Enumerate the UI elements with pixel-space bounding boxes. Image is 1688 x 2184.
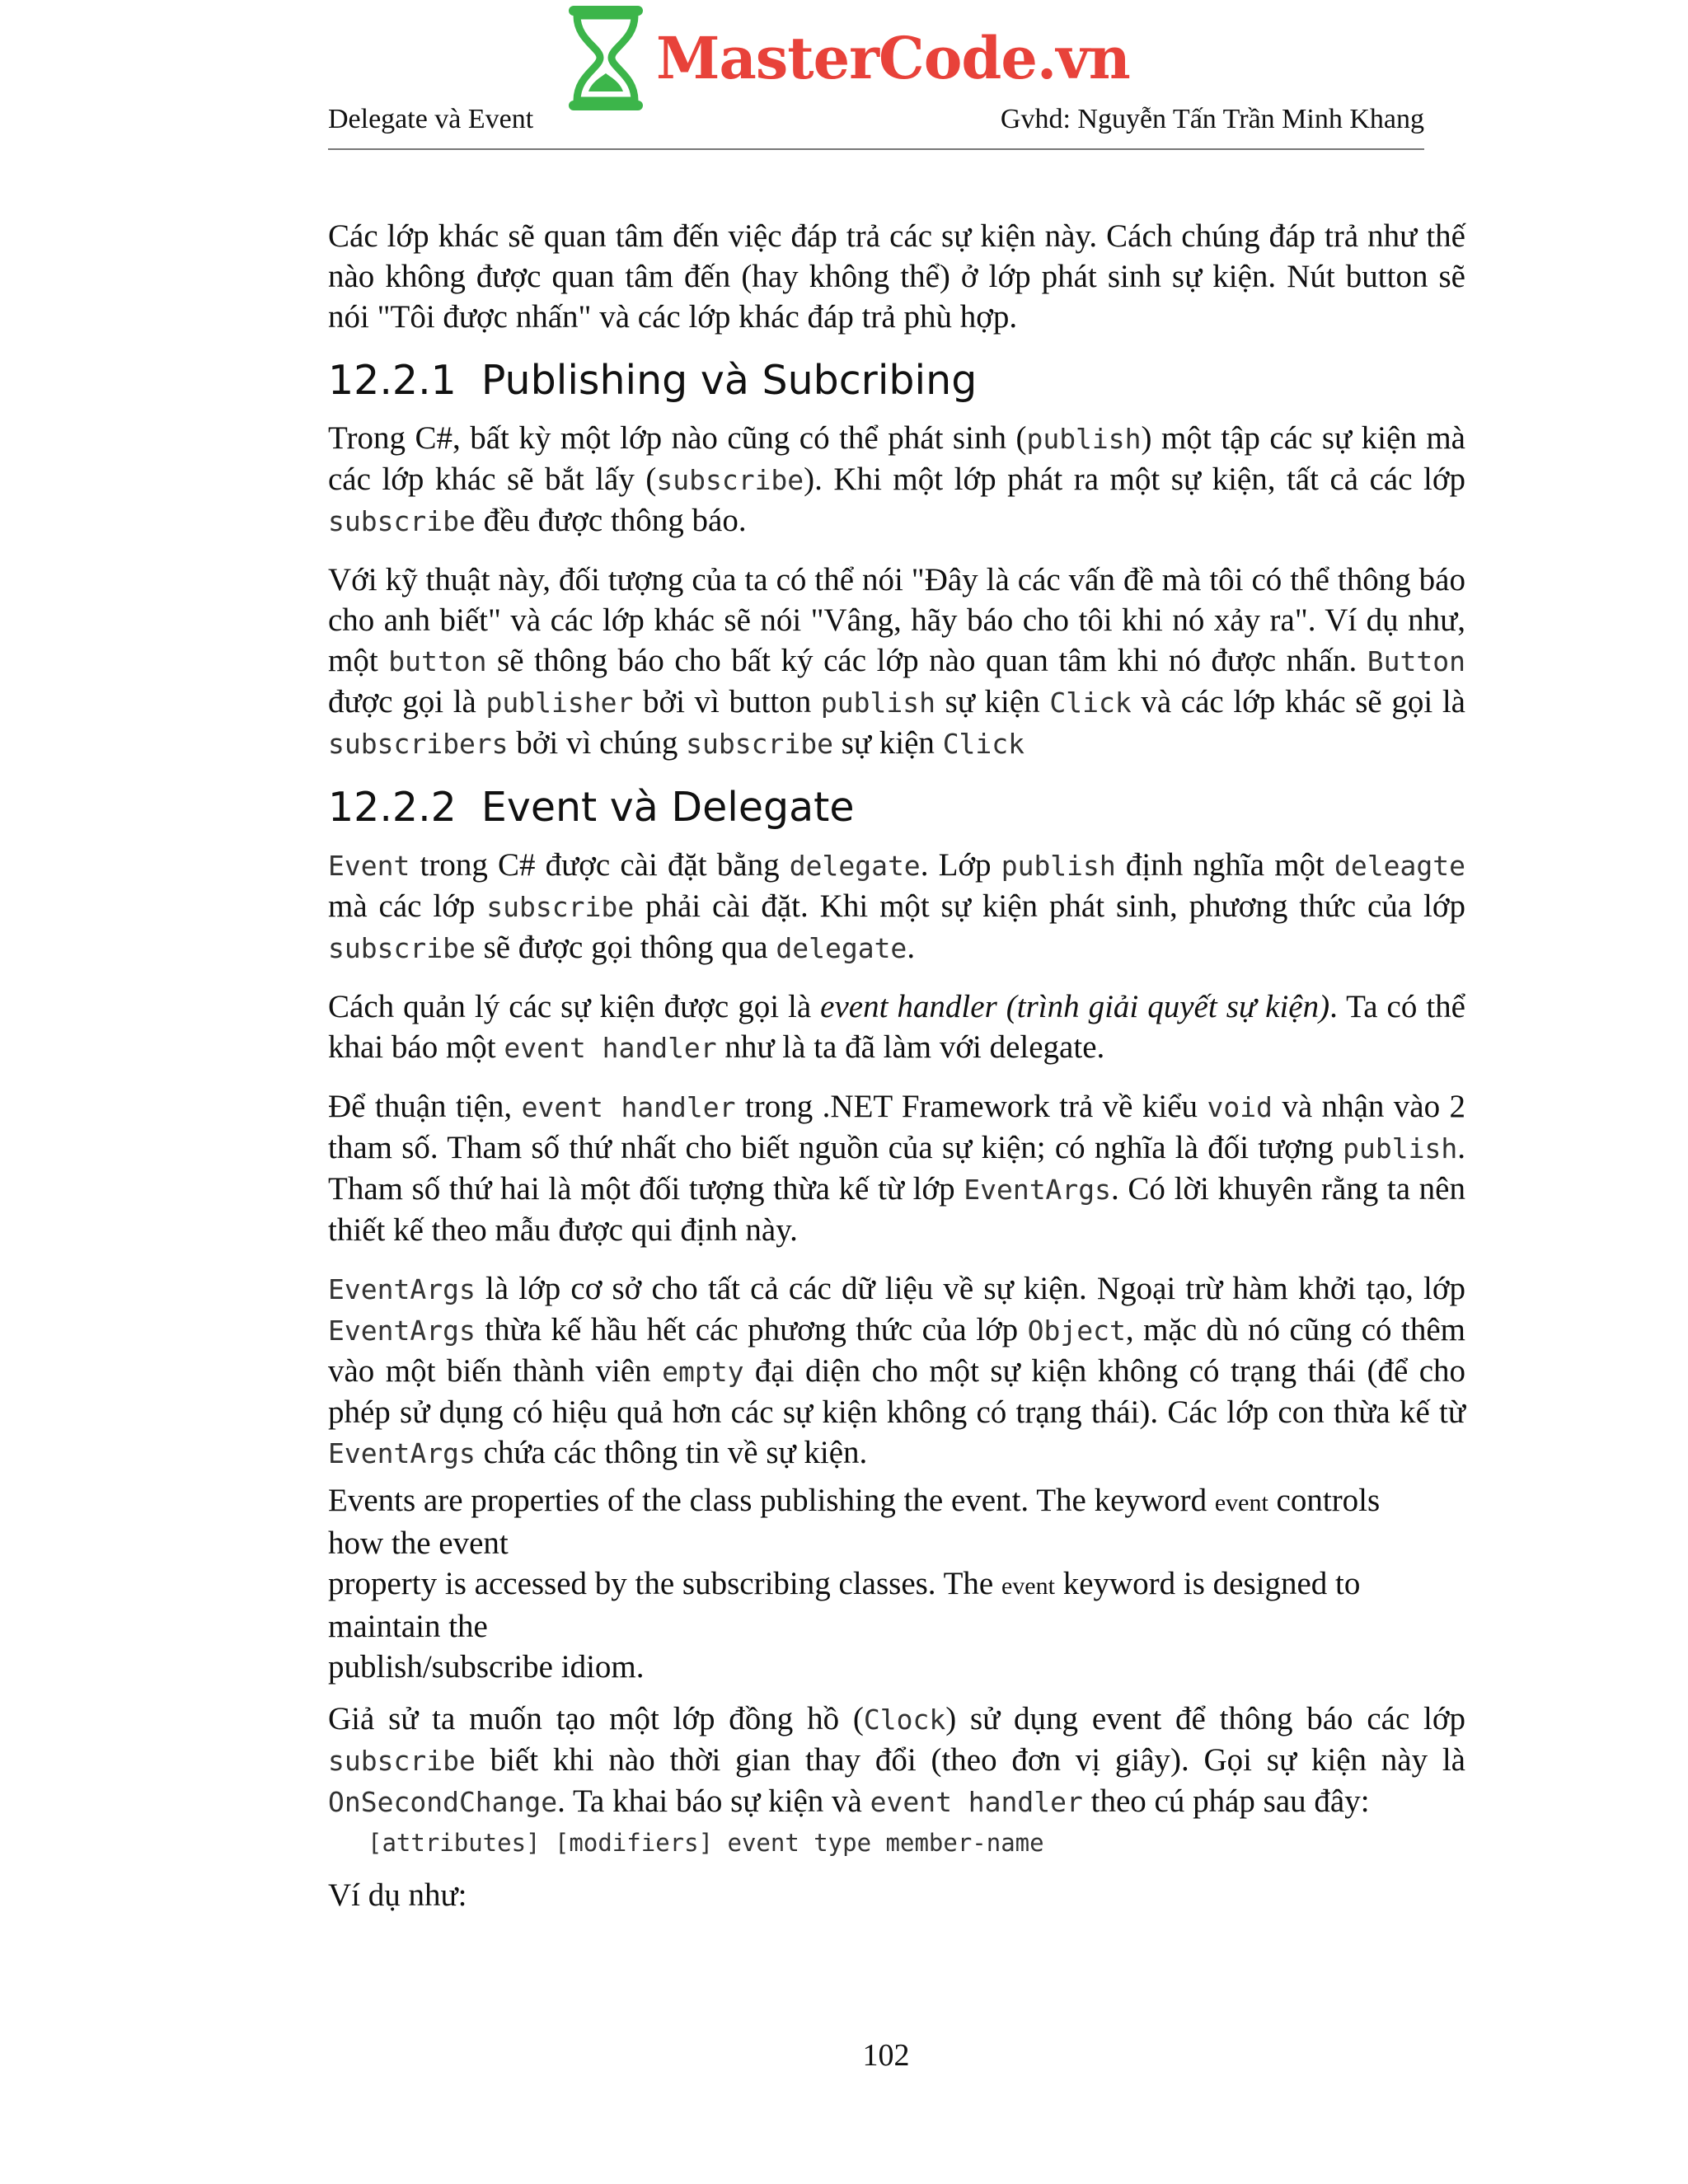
text-span: và nhận vào 2 tham số. Tham số thứ nhất cho biết nguồn của sự kiện; có nghĩa là đối tượng xyxy=(328,1089,1466,1165)
text-span: property is accessed by the subscribing classes. The xyxy=(328,1566,1001,1601)
section-heading-publishing xyxy=(328,355,1465,406)
code-span: Clock xyxy=(863,1704,946,1736)
paragraph-event-handler xyxy=(328,987,1465,1068)
paragraph-event-delegate xyxy=(328,845,1465,968)
code-span: EventArgs xyxy=(328,1273,476,1305)
keyword-span: event xyxy=(1001,1572,1055,1600)
paragraph-intro: Các lớp khác sẽ quan tâm đến việc đáp trả các sự kiện này. Cách chúng đáp trả như thế nào không được quan tâm đến (hay không thể) ở lớp phát sinh sự kiện. Nút button sẽ nói "Tôi được nhấn" và các lớp khác đáp trả phù hợp. xyxy=(328,218,1465,335)
paragraph-eventargs xyxy=(328,1268,1465,1474)
section-heading-event-delegate xyxy=(328,782,1465,833)
code-span: event handler xyxy=(521,1091,736,1123)
paragraph-events-properties xyxy=(328,1480,1465,1687)
text-span: phải cài đặt. Khi một sự kiện phát sinh, phương thức của lớp xyxy=(634,888,1465,924)
text-span: publish/subscribe idiom. xyxy=(328,1649,645,1685)
text-span: . Ta khai báo sự kiện và xyxy=(557,1783,870,1819)
code-span: delegate xyxy=(776,932,907,964)
text-span: Events are properties of the class publishing the event. The keyword xyxy=(328,1483,1215,1518)
section-title: Publishing và Subcribing xyxy=(481,357,978,404)
code-span: publisher xyxy=(485,687,634,719)
text-span: và các lớp khác sẽ gọi là xyxy=(1131,684,1465,719)
text-span: mà các lớp xyxy=(328,888,487,924)
code-span: deleagte xyxy=(1334,850,1465,882)
text-span: keyword is designed to xyxy=(1054,1566,1361,1601)
paragraph-publish-subscribe xyxy=(328,418,1465,541)
text-span: thừa kế hầu hết các phương thức của lớp xyxy=(475,1312,1028,1347)
code-span: publish xyxy=(1001,850,1116,882)
text-span: . Lớp xyxy=(920,847,1001,883)
text-span: Để thuận tiện, xyxy=(328,1089,522,1124)
code-span: event handler xyxy=(504,1032,717,1064)
text-span: là lớp cơ sở cho tất cả các dữ liệu về sự kiện. Ngoại trừ hàm khởi tạo, lớp xyxy=(475,1271,1465,1306)
text-span: . Ta có thể khai báo một xyxy=(328,989,1465,1065)
running-header-title: Delegate và Event xyxy=(328,104,534,134)
text-span: sự kiện xyxy=(832,725,943,761)
text-span: ). Khi một lớp phát ra một sự kiện, tất cả các lớp xyxy=(804,462,1465,497)
text-span: được gọi là xyxy=(328,684,486,719)
text-span: how the event xyxy=(328,1526,509,1561)
syntax-code-line: [attributes] [modifiers] event type member-name xyxy=(368,1829,1044,1857)
text-span: trong .NET Framework trả về kiểu xyxy=(735,1089,1207,1124)
text-span: chứa các thông tin về sự kiện. xyxy=(475,1435,868,1470)
code-span: empty xyxy=(662,1356,744,1388)
hourglass-logo-icon xyxy=(560,2,651,114)
code-span: subscribe xyxy=(328,1745,476,1777)
logo xyxy=(560,0,1130,115)
page-content xyxy=(328,216,1465,1933)
paragraph-handler-signature xyxy=(328,1086,1465,1250)
header-divider xyxy=(328,148,1424,150)
code-span: publish xyxy=(1026,423,1142,455)
paragraph-button-example xyxy=(328,560,1465,764)
code-span: event handler xyxy=(870,1786,1083,1818)
code-span: EventArgs xyxy=(328,1437,476,1469)
paragraph-clock-example xyxy=(328,1699,1465,1822)
text-span: ) một tập các sự kiện mà các lớp khác sẽ bắt lấy ( xyxy=(328,420,1465,497)
code-span: Event xyxy=(328,850,410,882)
code-span: delegate xyxy=(789,850,921,882)
section-number: 12.2.2 xyxy=(328,784,457,831)
text-span: controls xyxy=(1268,1483,1381,1518)
text-span: sẽ thông báo cho bất ký các lớp nào quan tâm khi nó được nhấn. xyxy=(486,643,1367,678)
code-span: subscribe xyxy=(686,728,833,760)
text-span: . xyxy=(907,930,916,965)
text-span: biết khi nào thời gian thay đổi (theo đơn vị giây). Gọi sự kiện này là xyxy=(475,1742,1465,1778)
code-span: Click xyxy=(942,728,1025,760)
text-span: Giả sử ta muốn tạo một lớp đồng hồ ( xyxy=(328,1701,864,1736)
code-span: Button xyxy=(1367,645,1465,677)
text-span: maintain the xyxy=(328,1609,488,1644)
code-span: Click xyxy=(1049,687,1132,719)
text-span: , mặc dù nó cũng có thêm vào một biến thành viên xyxy=(328,1312,1465,1389)
page-number: 102 xyxy=(862,2038,910,2073)
text-span: Với kỹ thuật này, đối tượng của ta có thể nói "Đây là các vấn đề mà tôi có thể thông báo cho anh biết" và các lớp khác sẽ nói "Vâng, hãy báo cho tôi khi nó xảy ra". Ví dụ như, một xyxy=(328,562,1465,678)
code-span: EventArgs xyxy=(964,1174,1112,1206)
text-span: đều được thông báo. xyxy=(475,503,747,538)
code-span: void xyxy=(1207,1091,1273,1123)
code-span: EventArgs xyxy=(328,1315,476,1347)
logo-text: MasterCode.vn xyxy=(656,23,1130,92)
text-span: bởi vì button xyxy=(633,684,821,719)
text-span: như là ta đã làm với delegate. xyxy=(716,1029,1105,1065)
code-span: subscribe xyxy=(656,464,804,496)
code-span: subscribers xyxy=(328,728,509,760)
keyword-span: event xyxy=(1214,1489,1268,1516)
code-span: publish xyxy=(820,687,935,719)
text-span: sẽ được gọi thông qua xyxy=(475,930,776,965)
code-span: Object xyxy=(1027,1315,1126,1347)
text-span: Cách quản lý các sự kiện được gọi là xyxy=(328,989,821,1024)
text-span: trong C# được cài đặt bằng xyxy=(410,847,790,883)
text-span: Trong C#, bất kỳ một lớp nào cũng có thể phát sinh ( xyxy=(328,420,1027,456)
code-span: subscribe xyxy=(328,932,476,964)
text-span: đại diện cho một sự kiện không có trạng thái (để cho phép sử dụng có hiệu quả hơn các sự kiện không có trạng thái). Các lớp con thừa kế từ xyxy=(328,1353,1466,1430)
code-span: button xyxy=(388,645,487,677)
text-span: theo cú pháp sau đây: xyxy=(1082,1783,1370,1819)
text-span: . Tham số thứ hai là một đối tượng thừa kế từ lớp xyxy=(328,1130,1465,1207)
code-span: publish xyxy=(1343,1132,1458,1165)
italic-span: event handler (trình giải quyết sự kiện) xyxy=(820,989,1330,1024)
text-span: bởi vì chúng xyxy=(508,725,687,761)
text-span: định nghĩa một xyxy=(1115,847,1335,883)
code-span: subscribe xyxy=(486,891,635,923)
text-span: sự kiện xyxy=(935,684,1050,719)
text-span: ) sử dụng event để thông báo các lớp xyxy=(945,1701,1465,1736)
section-title: Event và Delegate xyxy=(481,784,855,831)
section-number: 12.2.1 xyxy=(328,357,457,404)
text-span: . Có lời khuyên rằng ta nên thiết kế theo mẫu được qui định này. xyxy=(328,1171,1465,1248)
code-span: subscribe xyxy=(328,505,476,537)
running-header-author: Gvhd: Nguyễn Tấn Trần Minh Khang xyxy=(1000,104,1424,134)
paragraph-example-label: Ví dụ như: xyxy=(328,1877,467,1913)
code-span: OnSecondChange xyxy=(328,1786,558,1818)
